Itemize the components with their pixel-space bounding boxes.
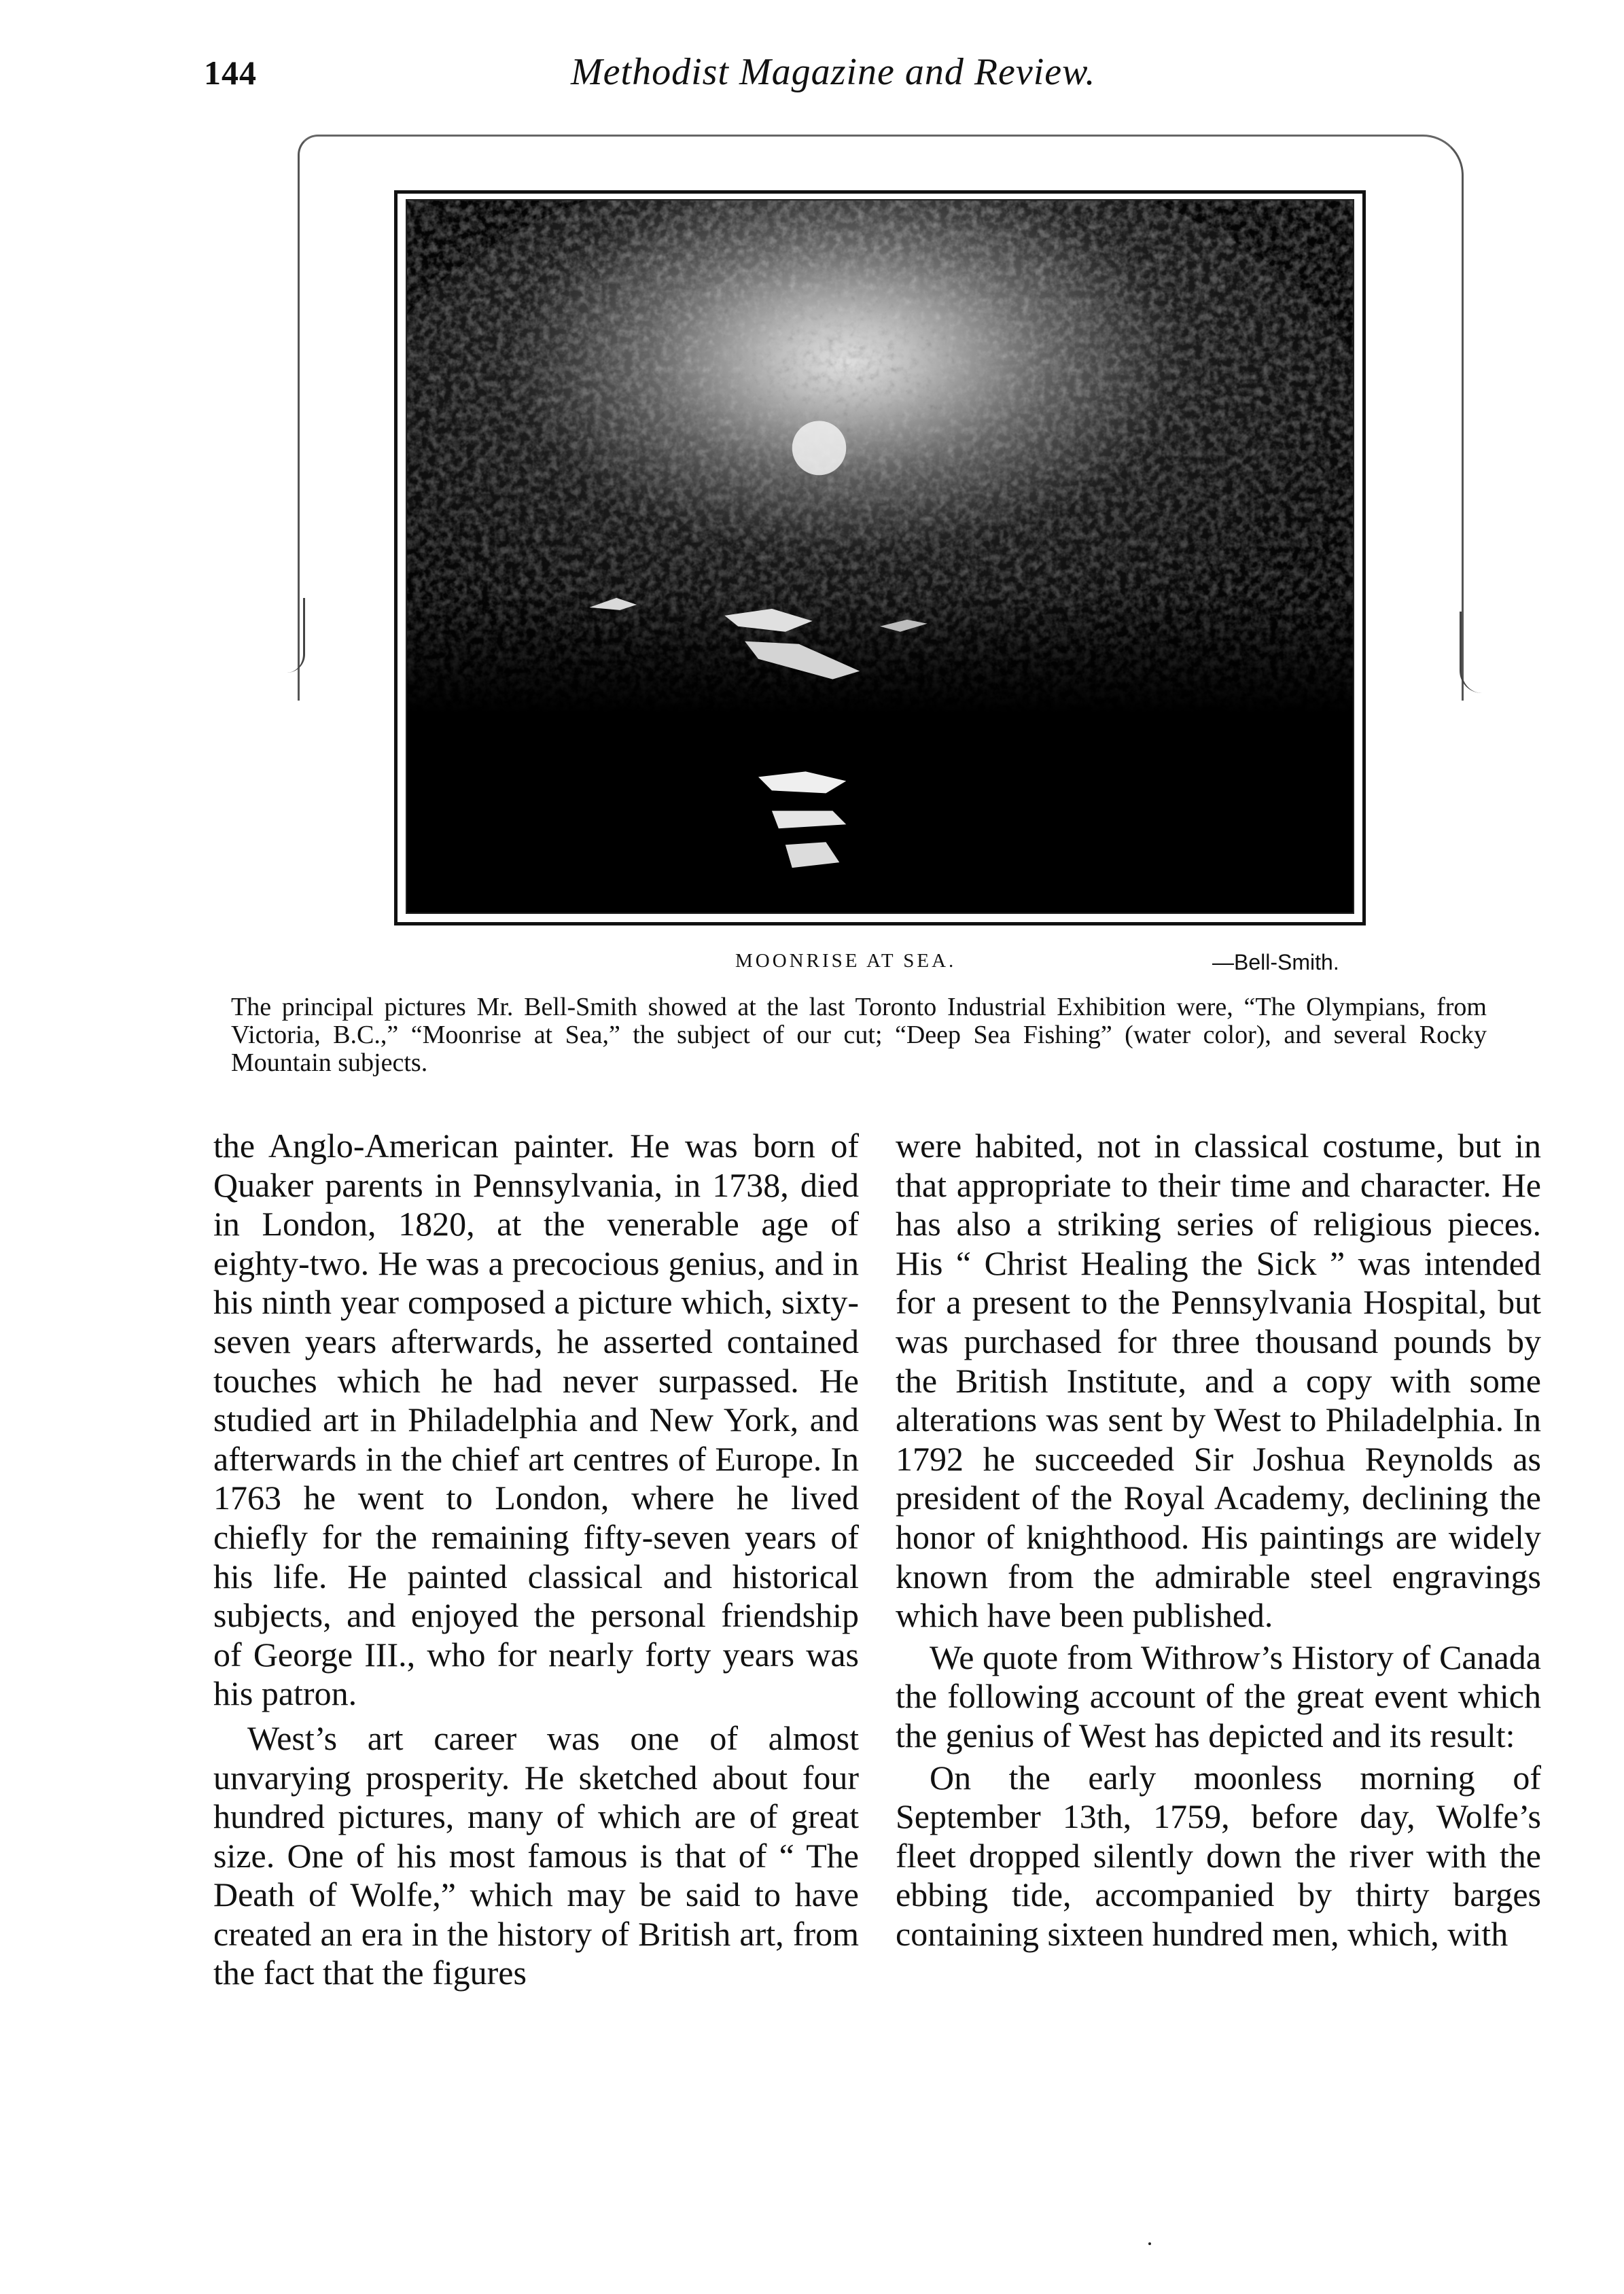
frame-flourish-left bbox=[287, 598, 305, 673]
sea-darkness bbox=[407, 200, 1353, 913]
caption-title: MOONRISE AT SEA. bbox=[735, 950, 957, 972]
right-paragraph-2: We quote from Withrow’s History of Canada the following account of the great event which the genius of West has depicted and its result: bbox=[896, 1638, 1541, 1754]
moon bbox=[792, 421, 847, 475]
frame-flourish-right bbox=[1460, 612, 1482, 693]
illustration-photo bbox=[406, 199, 1354, 914]
right-paragraph-1: were habited, not in classical costume, but in that appropriate to their time and character. He has also a striking series of religious pieces. His “ Christ Healing the Sick ” was intended for a present to the Pennsylvania Hospital, but was purchased for three thousand pounds by the British Institute, and a copy with some alterations was sent by West to Philadelphia. In 1792 he succeeded Sir Joshua Reynolds as president of the Royal Academy, declining the honor of knighthood. His paintings are widely known from the admirable steel engravings which have been published. bbox=[896, 1127, 1541, 1635]
left-column bbox=[213, 1127, 859, 1993]
moonrise-illustration bbox=[394, 190, 1366, 925]
caption-note: The principal pictures Mr. Bell-Smith showed at the last Toronto Industrial Exhibition were, “The Olympians, from Victoria, B.C.,” “Moonrise at Sea,” the subject of our cut; “Deep Sea Fishing” (water color), and several Rocky Mountain subjects. bbox=[231, 993, 1487, 1077]
running-title: Methodist Magazine and Review. bbox=[571, 51, 1096, 93]
right-paragraph-3: On the early moonless morning of September 13th, 1759, before day, Wolfe’s fleet dropped silently down the river with the ebbing tide, accompanied by thirty barges containing sixteen hundred men, which, with bbox=[896, 1758, 1541, 1953]
page-number: 144 bbox=[204, 54, 257, 92]
right-column bbox=[896, 1127, 1541, 1954]
seascape-image bbox=[407, 200, 1353, 913]
print-speck bbox=[1148, 2242, 1151, 2245]
left-paragraph-2: West’s art career was one of almost unvarying prosperity. He sketched about four hundred pictures, many of which are of great size. One of his most famous is that of “ The Death of Wolfe,” which may be said to have created an era in the history of British art, from the fact that the figures bbox=[213, 1718, 859, 1992]
left-paragraph-1: the Anglo-American painter. He was born of Quaker parents in Pennsylvania, in 1738, died in London, 1820, at the venerable age of eighty-two. He was a precocious genius, and in his ninth year composed a picture which, sixty-seven years afterwards, he asserted contained touches which he had never surpassed. He studied art in Philadelphia and New York, and afterwards in the chief art centres of Europe. In 1763 he went to London, where he lived chiefly for the remaining fifty-seven years of his life. He painted classical and historical subjects, and enjoyed the personal friendship of George III., who for nearly forty years was his patron. bbox=[213, 1127, 859, 1713]
caption-credit: —Bell-Smith. bbox=[1212, 950, 1339, 974]
